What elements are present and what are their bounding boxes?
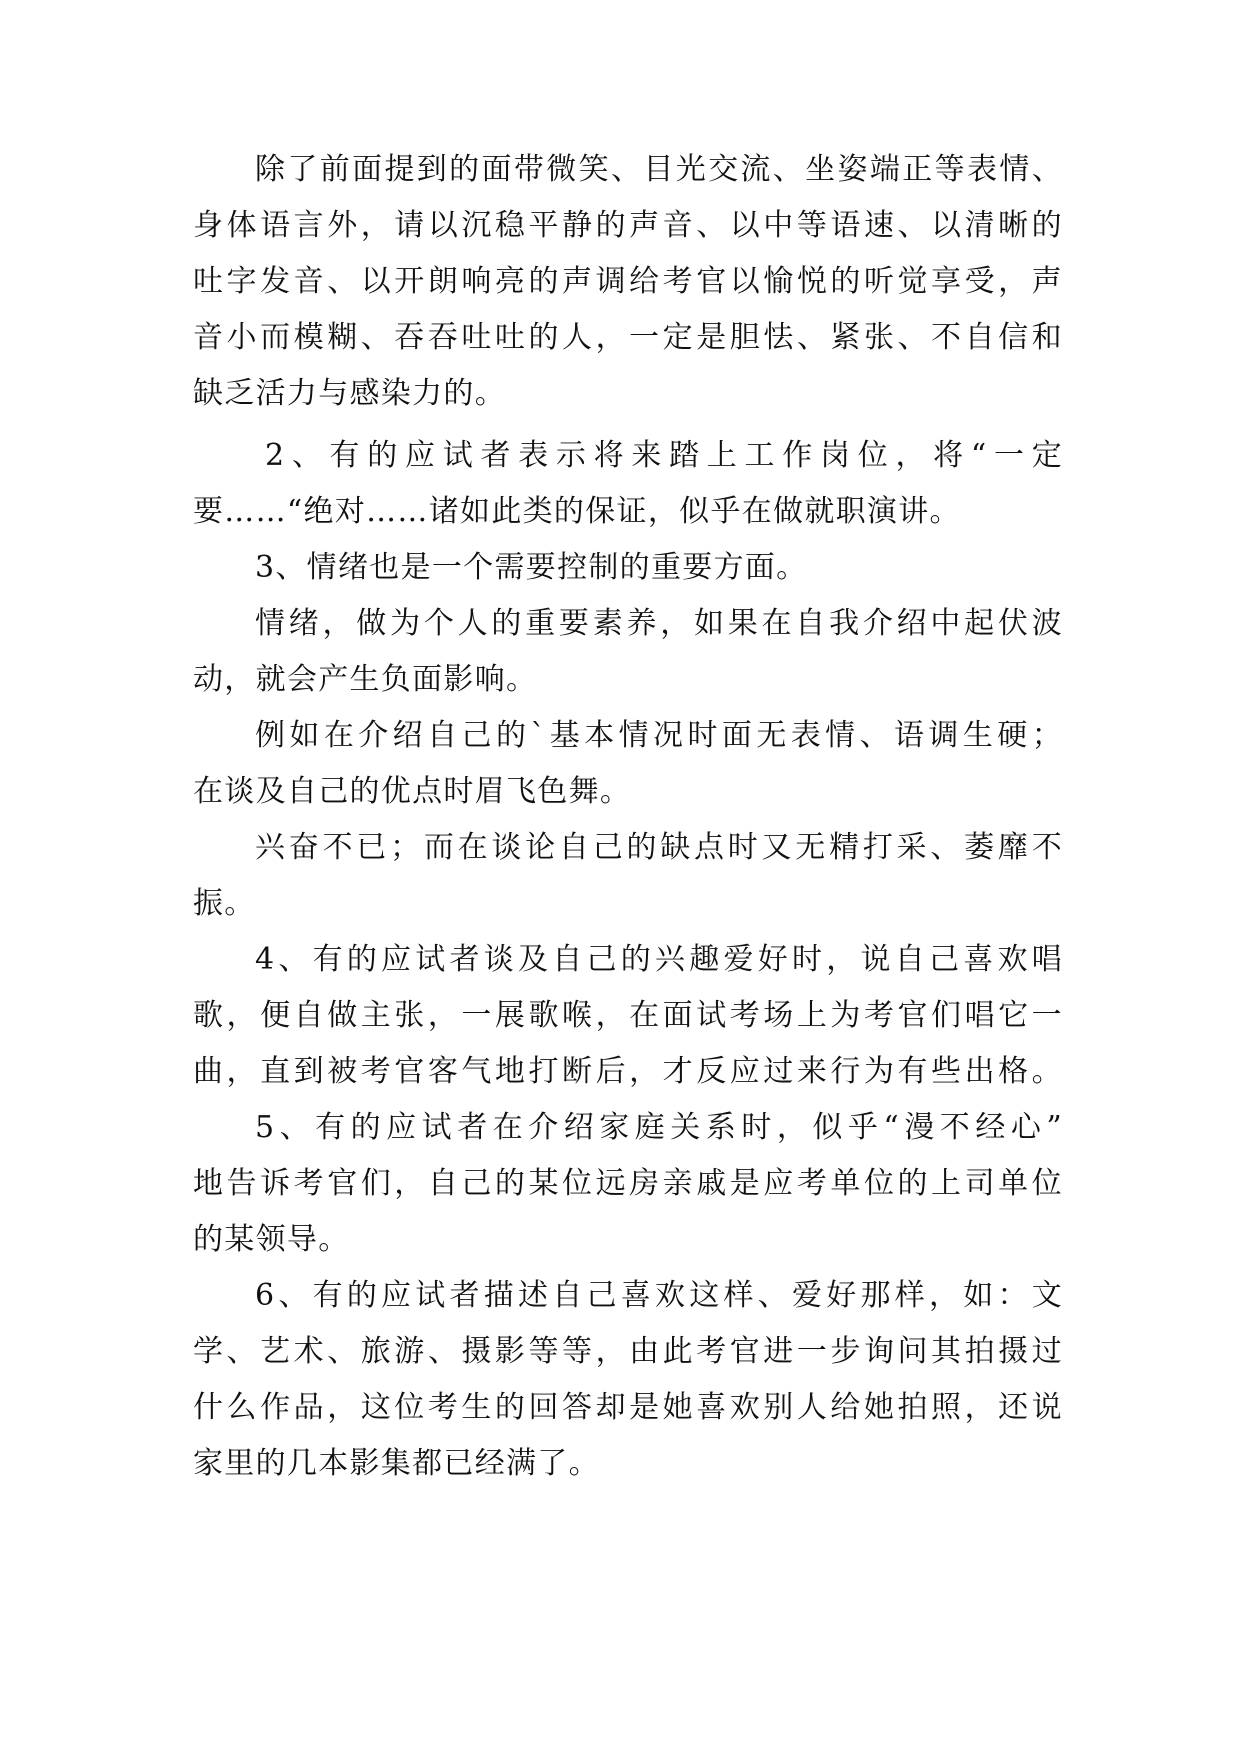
paragraph-7-line-3: 曲，直到被考官客气地打断后，才反应过来行为有些出格。 xyxy=(193,1054,1063,1089)
paragraph-9-line-2: 学、艺术、旅游、摄影等等，由此考官进一步询问其拍摄过 xyxy=(193,1334,1063,1369)
paragraph-7-line-1: 4、有的应试者谈及自己的兴趣爱好时，说自己喜欢唱 xyxy=(255,942,1063,977)
paragraph-9-line-3: 什么作品，这位考生的回答却是她喜欢别人给她拍照，还说 xyxy=(193,1390,1063,1425)
paragraph-6-line-1: 兴奋不已；而在谈论自己的缺点时又无精打采、萎靡不 xyxy=(255,830,1063,865)
paragraph-7-line-2: 歌，便自做主张，一展歌喉，在面试考场上为考官们唱它一 xyxy=(193,998,1063,1033)
paragraph-1-line-3: 吐字发音、以开朗响亮的声调给考官以愉悦的听觉享受，声 xyxy=(193,264,1063,299)
paragraph-5-line-2: 在谈及自己的优点时眉飞色舞。 xyxy=(193,774,632,809)
paragraph-1-line-5: 缺乏活力与感染力的。 xyxy=(193,376,506,411)
paragraph-8-line-3: 的某领导。 xyxy=(193,1222,350,1257)
paragraph-3-line-1: 3、情绪也是一个需要控制的重要方面。 xyxy=(255,550,808,585)
paragraph-1-line-4: 音小而模糊、吞吞吐吐的人，一定是胆怯、紧张、不自信和 xyxy=(193,320,1063,355)
paragraph-1-line-1: 除了前面提到的面带微笑、目光交流、坐姿端正等表情、 xyxy=(255,152,1063,187)
paragraph-8-line-1: 5、有的应试者在介绍家庭关系时，似乎“漫不经心” xyxy=(255,1110,1063,1145)
paragraph-9-line-1: 6、有的应试者描述自己喜欢这样、爱好那样，如：文 xyxy=(255,1278,1063,1313)
paragraph-8-line-2: 地告诉考官们，自己的某位远房亲戚是应考单位的上司单位 xyxy=(193,1166,1063,1201)
paragraph-5-line-1: 例如在介绍自己的`基本情况时面无表情、语调生硬； xyxy=(255,718,1063,753)
paragraph-2-line-1: 2、有的应试者表示将来踏上工作岗位，将“一定 xyxy=(265,438,1063,473)
paragraph-4-line-1: 情绪，做为个人的重要素养，如果在自我介绍中起伏波 xyxy=(255,606,1063,641)
paragraph-4-line-2: 动，就会产生负面影响。 xyxy=(193,662,538,697)
paragraph-6-line-2: 振。 xyxy=(193,886,256,921)
paragraph-9-line-4: 家里的几本影集都已经满了。 xyxy=(193,1446,600,1481)
paragraph-2-line-2: 要……“绝对……诸如此类的保证，似乎在做就职演讲。 xyxy=(193,494,961,529)
paragraph-1-line-2: 身体语言外，请以沉稳平静的声音、以中等语速、以清晰的 xyxy=(193,208,1063,243)
